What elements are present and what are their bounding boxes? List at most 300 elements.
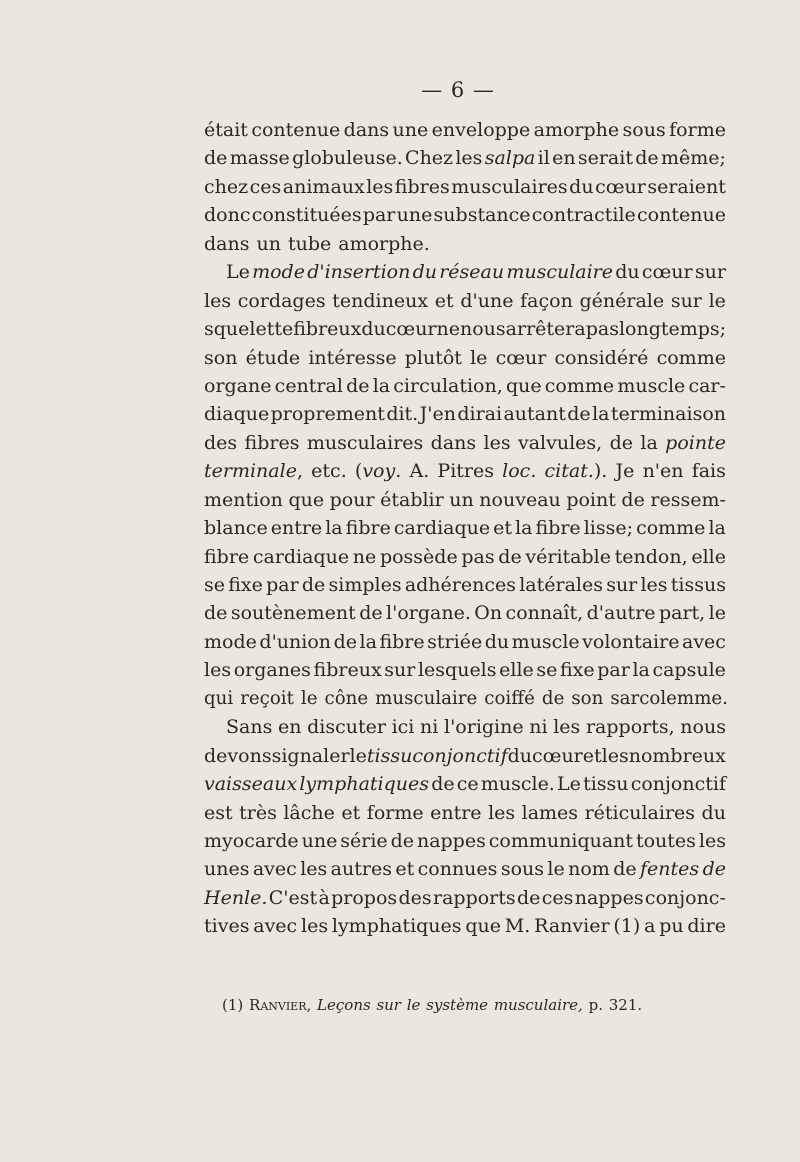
word (692, 457, 726, 485)
word (652, 656, 725, 684)
word-text: que (505, 374, 542, 397)
word-text: fais (691, 460, 726, 483)
word (330, 486, 375, 514)
word-text: qui (204, 687, 234, 709)
word-text: J'en (419, 403, 456, 426)
word (592, 400, 609, 428)
word (439, 258, 504, 286)
word (449, 486, 473, 514)
word (251, 116, 340, 144)
word (204, 287, 231, 315)
word (640, 855, 699, 883)
word-text: forme (366, 801, 424, 824)
word-text: du (615, 261, 640, 284)
word-text: plutôt (404, 346, 462, 369)
word-text: de (346, 374, 370, 397)
word (629, 742, 726, 770)
word (204, 827, 299, 855)
word (536, 514, 581, 542)
word (361, 315, 385, 343)
word-text: muscle (617, 374, 686, 397)
word (636, 514, 705, 542)
word (615, 543, 688, 571)
word-text: squelette (204, 318, 294, 341)
text-line (204, 656, 726, 684)
word-text: organes (233, 659, 311, 682)
word-text: amorphe. (338, 232, 430, 255)
word (657, 344, 726, 372)
word-text: du (701, 801, 726, 824)
word (695, 258, 726, 286)
word-text: tube (287, 232, 332, 255)
text-line (204, 344, 726, 372)
word-text: longtemps; (618, 318, 727, 341)
word-text: lâche (283, 801, 335, 824)
italic-word: mode (252, 261, 305, 284)
word (246, 344, 301, 372)
word (418, 656, 497, 684)
word (571, 685, 603, 713)
word-text: du (507, 744, 533, 767)
word (433, 884, 516, 912)
text-line (204, 713, 726, 741)
word-text: tissus (670, 574, 726, 596)
word-text: de (333, 630, 357, 653)
word-text: et (434, 289, 454, 312)
word-text: des (398, 886, 432, 909)
word-text: donc (204, 204, 251, 227)
word (204, 344, 237, 372)
word (275, 372, 343, 400)
word-text: soutènement (230, 602, 356, 625)
word-text: substance (433, 204, 531, 227)
word (659, 599, 705, 627)
word-text: tendon, (614, 545, 688, 568)
text-line (204, 770, 726, 798)
word (367, 799, 424, 827)
word (359, 599, 382, 627)
word-text: sous (622, 119, 666, 141)
word-text: terminaison (610, 403, 726, 426)
word (602, 742, 629, 770)
word-text: de (516, 886, 541, 909)
word (547, 855, 564, 883)
word (204, 543, 249, 571)
word (632, 656, 649, 684)
word (363, 201, 396, 229)
word-text: le (300, 687, 318, 709)
word (597, 656, 630, 684)
word-text: une (301, 829, 338, 852)
word-text: simples (328, 574, 402, 596)
word-text: dit. (386, 403, 419, 426)
word-text: se (536, 659, 558, 682)
word (204, 742, 272, 770)
word-text: un (256, 232, 281, 255)
word-text: adhérences (404, 574, 516, 596)
word-text: fibre (204, 545, 250, 568)
word (545, 372, 614, 400)
word (405, 571, 516, 599)
word (437, 457, 494, 485)
word (272, 742, 350, 770)
word-text: comme (544, 374, 615, 397)
word-text: de (567, 403, 591, 426)
word (204, 201, 250, 229)
word-text: pas (461, 545, 495, 568)
word (204, 799, 233, 827)
word-text: de (635, 147, 659, 170)
word (520, 287, 573, 315)
word-text: Ranvier (534, 915, 610, 938)
word-text: circulation, (393, 374, 503, 397)
word-text: muscle. (480, 773, 555, 796)
word (204, 116, 248, 144)
word-text: dans (430, 431, 477, 454)
word (332, 912, 462, 940)
word-text: fibreux (293, 318, 362, 341)
footnote-title: Leçons sur le système musculaire, (317, 996, 583, 1014)
word-text: seraient (647, 175, 726, 198)
word (204, 315, 293, 343)
word (386, 315, 437, 343)
word (391, 827, 414, 855)
word (515, 514, 532, 542)
word-text: se (204, 574, 225, 596)
word (204, 770, 297, 798)
word (405, 144, 453, 172)
word (331, 884, 397, 912)
word-text: sous (500, 858, 544, 881)
word (567, 400, 590, 428)
word-text: nappes (574, 886, 644, 909)
word-text: , (296, 460, 303, 483)
word-text: et (582, 744, 602, 767)
word (341, 799, 360, 827)
word (610, 429, 633, 457)
word (204, 884, 267, 912)
italic-word: salpa (484, 147, 536, 170)
word (691, 543, 726, 571)
italic-word: musculaire (506, 261, 614, 284)
word-text: sur (384, 659, 416, 682)
word (266, 571, 299, 599)
text-line (204, 912, 726, 940)
word (204, 656, 231, 684)
word (619, 315, 726, 343)
word-text: la (325, 517, 343, 540)
word (532, 742, 583, 770)
word (288, 230, 331, 258)
word-text: signaler (271, 744, 350, 767)
word (269, 884, 317, 912)
word (680, 713, 726, 741)
word (545, 457, 608, 485)
page-number: — 6 — (421, 78, 495, 102)
word (331, 855, 392, 883)
word-text: car- (688, 374, 726, 397)
word-text: les (553, 716, 581, 739)
word (420, 400, 456, 428)
word (431, 429, 476, 457)
word (204, 514, 268, 542)
word-text: que (288, 488, 325, 511)
word (506, 315, 586, 343)
word-text: de (621, 488, 645, 511)
text-line (204, 742, 726, 770)
word (386, 400, 418, 428)
word (338, 230, 430, 258)
word-text: de (301, 574, 326, 596)
word (409, 457, 429, 485)
word (498, 543, 521, 571)
word-text: enveloppe (431, 119, 531, 141)
word (283, 799, 335, 827)
word-text: comme (656, 346, 726, 369)
word (709, 287, 726, 315)
word (518, 429, 602, 457)
word-text: musculaire (375, 687, 478, 709)
word-text: fibre (379, 630, 425, 653)
word (271, 514, 322, 542)
word-text: etc. (311, 460, 347, 483)
word-text: et (395, 858, 415, 881)
word-text: n'en (642, 460, 684, 483)
word (204, 173, 248, 201)
word (405, 344, 462, 372)
word-text: son (571, 687, 604, 709)
text-line (204, 144, 726, 172)
word (366, 173, 393, 201)
word (301, 685, 318, 713)
word-text: la (640, 431, 658, 454)
word (481, 770, 555, 798)
word-text: myocarde (204, 829, 299, 852)
word-text: ni (529, 716, 548, 739)
word (496, 344, 547, 372)
word-text: elle (499, 659, 534, 682)
word (318, 884, 329, 912)
word (431, 770, 454, 798)
word-text: la (592, 403, 610, 426)
word-text: ce (456, 773, 479, 796)
word (578, 144, 633, 172)
word-text: la (708, 517, 726, 540)
word (501, 855, 544, 883)
word (542, 685, 564, 713)
italic-word: fentes (640, 858, 700, 881)
word (230, 144, 290, 172)
word-text: fibreux (313, 659, 382, 682)
word-text: un (449, 488, 474, 511)
word-text: chez (204, 175, 249, 198)
word (375, 685, 477, 713)
word-text: diaque (204, 403, 270, 426)
word (485, 144, 536, 172)
word (506, 372, 542, 400)
word (534, 912, 609, 940)
word (395, 855, 414, 883)
text-line (204, 799, 726, 827)
text-line (204, 571, 726, 599)
word (455, 144, 482, 172)
word (412, 742, 507, 770)
word-text: fibres (394, 175, 450, 198)
word-text: les (640, 574, 668, 596)
word (329, 571, 402, 599)
word (623, 116, 666, 144)
word-text: nous (460, 318, 506, 341)
word-text: Pitres (437, 460, 494, 483)
word-text: Le (557, 773, 581, 796)
italic-word: conjonctif (412, 744, 508, 767)
word-text: musculaires (306, 431, 424, 454)
word (708, 514, 725, 542)
word (204, 372, 272, 400)
word (308, 344, 396, 372)
word-text: Le (226, 261, 250, 284)
word-text: la (515, 517, 533, 540)
word-text: nous (680, 716, 726, 739)
word-text: en (277, 716, 302, 739)
word-text: générale (579, 289, 665, 312)
word (204, 429, 237, 457)
word-text: nouveau (479, 488, 561, 511)
italic-word: tissu (366, 744, 413, 767)
word (437, 315, 460, 343)
word (259, 628, 331, 656)
word (637, 201, 726, 229)
word-text: son (204, 346, 238, 369)
word-text: lisse; (583, 517, 634, 540)
word (503, 400, 565, 428)
word (613, 912, 640, 940)
word-text: et (493, 517, 513, 540)
text-line (204, 116, 726, 144)
word (283, 173, 365, 201)
word-text: cœur (641, 261, 693, 284)
word (643, 457, 684, 485)
word-text: lames (521, 801, 579, 824)
word-text: cœur (532, 744, 583, 767)
word (253, 543, 349, 571)
footnote-marker: (1) (222, 996, 244, 1014)
word (671, 287, 702, 315)
body-text (204, 116, 726, 941)
word (394, 514, 490, 542)
word-text: serait (577, 147, 633, 170)
word (583, 742, 602, 770)
word (569, 173, 593, 201)
word-text: à (318, 886, 330, 909)
word (379, 628, 424, 656)
word-text: cœur (495, 346, 547, 369)
word (311, 457, 347, 485)
word (301, 912, 328, 940)
word-text: sur (606, 574, 638, 596)
word (560, 656, 595, 684)
word-text: Je (615, 460, 635, 483)
word-text: contenue (251, 119, 341, 141)
word (688, 372, 725, 400)
word-text: autres (330, 858, 392, 881)
word (557, 770, 581, 798)
word (640, 429, 657, 457)
word-text: par (266, 574, 299, 596)
word (621, 486, 644, 514)
word-text: le (470, 346, 488, 369)
word (380, 486, 444, 514)
word (252, 201, 362, 229)
word-text: rapports, (585, 716, 675, 739)
word (512, 628, 580, 656)
word-text: fixe (560, 659, 595, 682)
text-line (204, 685, 726, 713)
word-text: réticulaires (584, 801, 696, 824)
word (647, 173, 726, 201)
word (575, 884, 644, 912)
word-text: sur (694, 261, 726, 284)
word-text: dire (687, 915, 726, 938)
word (529, 713, 547, 741)
word (432, 116, 531, 144)
italic-word: réseau (439, 261, 505, 284)
word-text: discuter (307, 716, 386, 739)
word-text: connues (417, 858, 498, 881)
word-text: tissu (583, 773, 629, 796)
word (460, 315, 506, 343)
text-line (204, 429, 726, 457)
word (525, 543, 611, 571)
word-text: les (366, 175, 394, 198)
word (687, 912, 726, 940)
word-text: valvules, (517, 431, 603, 454)
word-text: de (390, 829, 415, 852)
word (552, 144, 575, 172)
text-line (204, 599, 726, 627)
word (250, 173, 282, 201)
footnote (222, 996, 642, 1014)
word (665, 429, 726, 457)
word-text: ni (420, 716, 439, 739)
word (489, 827, 633, 855)
word (635, 144, 658, 172)
word-text: capsule (652, 659, 726, 682)
word (702, 799, 726, 827)
word (204, 457, 303, 485)
word-text: reçoit (240, 687, 294, 709)
word (616, 457, 635, 485)
word-text: unes (204, 858, 250, 881)
word-text: elle (691, 545, 726, 568)
word (595, 173, 646, 201)
word-text: (1) (613, 915, 641, 938)
word (555, 344, 649, 372)
word (585, 799, 695, 827)
word-text: de (609, 431, 634, 454)
word (493, 514, 512, 542)
word (204, 230, 249, 258)
word (413, 258, 437, 286)
word (566, 486, 616, 514)
word-text: muscle (511, 630, 580, 653)
word-text: propos (331, 886, 398, 909)
text-line (204, 457, 726, 485)
word (587, 599, 656, 627)
word-text: le (708, 289, 726, 312)
word-text: fibre (345, 517, 391, 540)
word (506, 258, 613, 286)
